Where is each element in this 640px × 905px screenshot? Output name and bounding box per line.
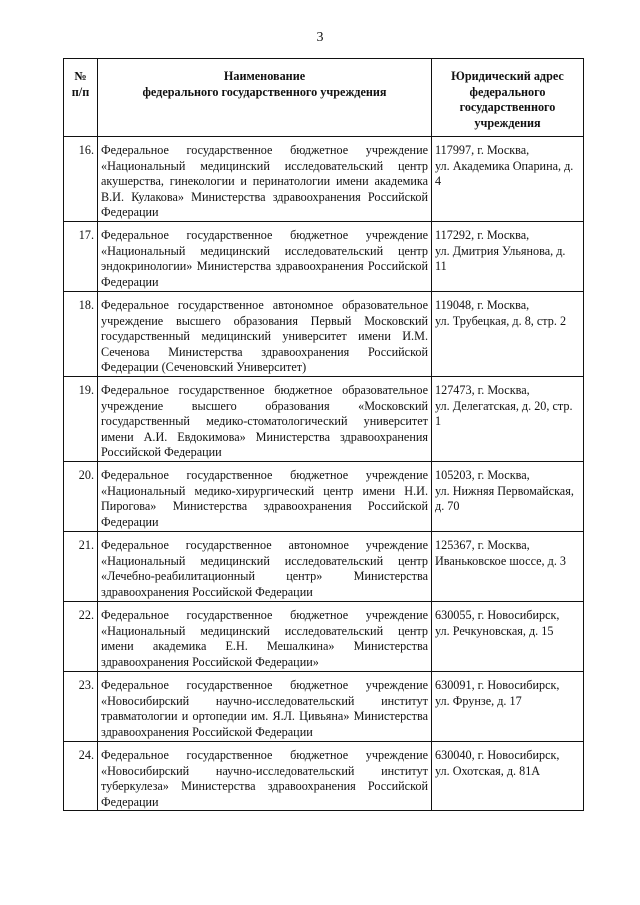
table-row — [64, 221, 584, 291]
address-line: 119048, г. Москва, — [435, 297, 530, 312]
row-number: 19. — [64, 376, 98, 461]
address-line: ул. Фрунзе, д. 17 — [435, 693, 522, 708]
institution-name: Федеральное государственное автономное учреждение «Национальный медицинский исследовательский центр «Лечебно-реабилитационный центр» Министерства здравоохранения Российской Федерации — [98, 531, 432, 601]
institution-address — [432, 376, 584, 461]
institution-name: Федеральное государственное бюджетное учреждение «Новосибирский научно-исследовательский институт туберкулеза» Министерства здравоохранения Российской Федерации — [98, 741, 432, 810]
institution-address — [432, 461, 584, 531]
row-number: 23. — [64, 671, 98, 741]
address-line: 630040, г. Новосибирск, — [435, 747, 560, 762]
row-number: 21. — [64, 531, 98, 601]
institution-address — [432, 671, 584, 741]
address-line: ул. Дмитрия Ульянова, д. 11 — [435, 243, 566, 274]
row-number: 22. — [64, 601, 98, 671]
header-number — [64, 59, 98, 137]
address-line: 127473, г. Москва, — [435, 382, 530, 397]
address-line: ул. Нижняя Первомайская, д. 70 — [435, 483, 574, 514]
row-number: 16. — [64, 137, 98, 222]
header-address-line: федерального — [469, 84, 546, 99]
header-name-line: федерального государственного учреждения — [142, 84, 387, 99]
address-line: Иваньковское шоссе, д. 3 — [435, 553, 567, 568]
row-number: 20. — [64, 461, 98, 531]
institution-address — [432, 221, 584, 291]
address-line: ул. Академика Опарина, д. 4 — [435, 158, 574, 189]
address-line: 117292, г. Москва, — [435, 227, 530, 242]
header-name — [98, 59, 432, 137]
table-row — [64, 601, 584, 671]
row-number: 24. — [64, 741, 98, 810]
address-line: 125367, г. Москва, — [435, 537, 530, 552]
table-row — [64, 461, 584, 531]
address-line: ул. Речкуновская, д. 15 — [435, 623, 554, 638]
address-line: ул. Делегатская, д. 20, стр. 1 — [435, 398, 573, 429]
table-row — [64, 137, 584, 222]
page-number: 3 — [316, 30, 324, 45]
institutions-table — [63, 58, 584, 811]
institution-address — [432, 291, 584, 376]
row-number: 17. — [64, 221, 98, 291]
header-number-line: № — [74, 69, 87, 83]
address-line: 105203, г. Москва, — [435, 467, 530, 482]
institution-name: Федеральное государственное бюджетное образовательное учреждение высшего образования «Московский государственный медико-стоматологический университет имени А.И. Евдокимова» Министерства здравоохранения Российской Федерации — [98, 376, 432, 461]
table-row — [64, 291, 584, 376]
address-line: 630055, г. Новосибирск, — [435, 607, 560, 622]
table-row — [64, 531, 584, 601]
institution-name: Федеральное государственное автономное образовательное учреждение высшего образования Первый Московский государственный медицинский университет имени И.М. Сеченова Министерства здравоохранения Российской Федерации (Сеченовский Университет) — [98, 291, 432, 376]
address-line: ул. Трубецкая, д. 8, стр. 2 — [435, 313, 567, 328]
table-row — [64, 741, 584, 810]
header-address-line: учреждения — [474, 115, 541, 130]
header-address-line: Юридический адрес — [451, 69, 564, 83]
institution-address — [432, 741, 584, 810]
institution-name: Федеральное государственное бюджетное учреждение «Национальный медико-хирургический центр имени Н.И. Пирогова» Министерства здравоохранения Российской Федерации — [98, 461, 432, 531]
institution-name: Федеральное государственное бюджетное учреждение «Национальный медицинский исследовательский центр эндокринологии» Министерства здравоохранения Российской Федерации — [98, 221, 432, 291]
header-name-line: Наименование — [223, 69, 306, 83]
institution-address — [432, 601, 584, 671]
institution-address — [432, 531, 584, 601]
address-line: 630091, г. Новосибирск, — [435, 677, 560, 692]
institution-name: Федеральное государственное бюджетное учреждение «Национальный медицинский исследовательский центр имени академика Е.Н. Мешалкина» Министерства здравоохранения Российской Федерации» — [98, 601, 432, 671]
address-line: 117997, г. Москва, — [435, 143, 530, 157]
table-header-row — [64, 59, 584, 137]
table-row — [64, 671, 584, 741]
header-address-line: государственного — [459, 100, 556, 115]
institution-address — [432, 137, 584, 222]
address-line: ул. Охотская, д. 81А — [435, 763, 541, 778]
table-row — [64, 376, 584, 461]
institution-name: Федеральное государственное бюджетное учреждение «Национальный медицинский исследовательский центр акушерства, гинекологии и перинатологии имени академика В.И. Кулакова» Министерства здравоохранения Российской Федерации — [98, 137, 432, 222]
header-number-line: п/п — [71, 84, 90, 99]
header-address — [432, 59, 584, 137]
institution-name: Федеральное государственное бюджетное учреждение «Новосибирский научно-исследовательский институт травматологии и ортопедии им. Я.Л. Цивьяна» Министерства здравоохранения Российской Федерации — [98, 671, 432, 741]
row-number: 18. — [64, 291, 98, 376]
